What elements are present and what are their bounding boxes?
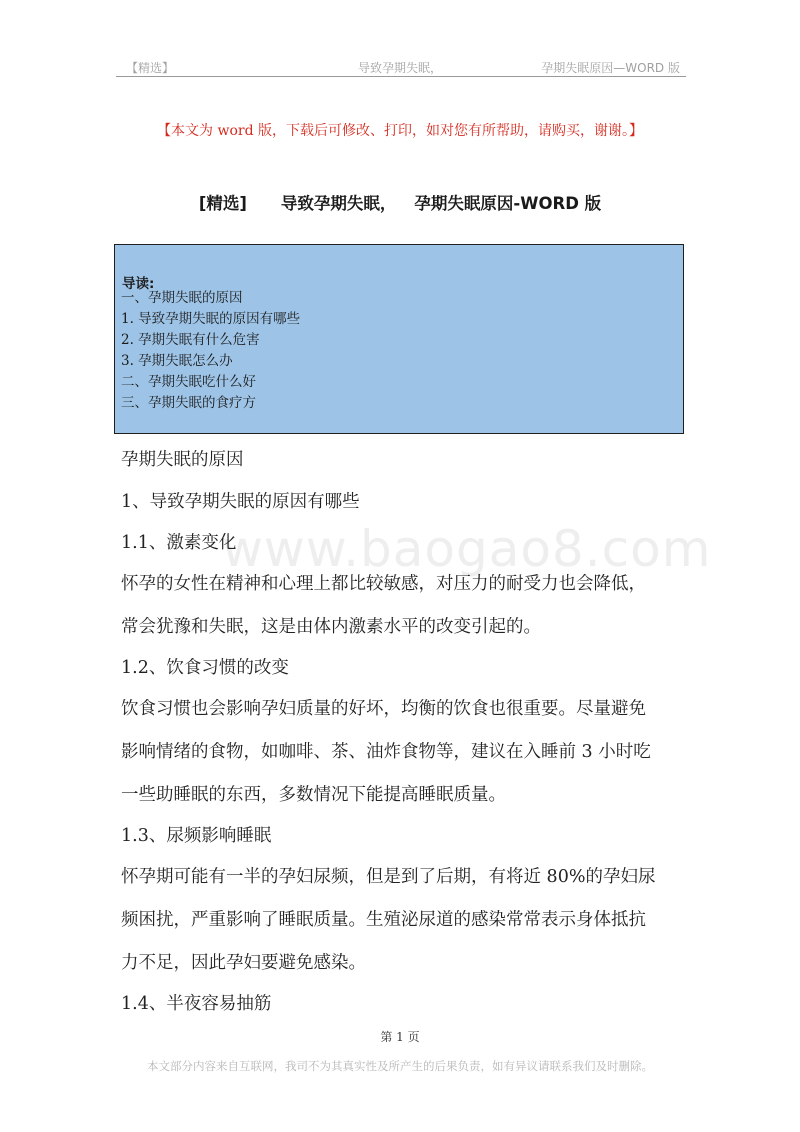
- title-tag: [精选]: [198, 194, 247, 213]
- guide-heading: 导读:: [122, 276, 155, 292]
- subsection-heading: 1.4、半夜容易抽筋: [121, 994, 272, 1014]
- paragraph-line: 怀孕期可能有一半的孕妇尿频，但是到了后期，有将近 80%的孕妇尿: [121, 867, 656, 887]
- watermark: www.baogao8.com: [222, 520, 712, 578]
- guide-item: 3. 孕期失眠怎么办: [121, 353, 233, 369]
- title-main: 导致孕期失眠，: [280, 194, 397, 213]
- footer-disclaimer: 本文部分内容来自互联网，我司不为其真实性及所产生的后果负责，如有异议请联系我们及时删除。: [147, 1059, 653, 1073]
- document-title: [0, 190, 800, 214]
- guide-box: [114, 244, 684, 434]
- paragraph-line: 频困扰，严重影响了睡眠质量。生殖泌尿道的感染常常表示身体抵抗: [121, 910, 646, 930]
- subsection-heading: 1.3、尿频影响睡眠: [121, 826, 272, 846]
- guide-item: 1. 导致孕期失眠的原因有哪些: [121, 311, 301, 327]
- subsection-heading: 1.1、激素变化: [121, 533, 237, 553]
- title-subtitle: 孕期失眠原因-WORD 版: [414, 194, 602, 213]
- header-right-text: 孕期失眠原因—WORD 版: [541, 61, 680, 75]
- guide-item: 一、孕期失眠的原因: [121, 290, 243, 306]
- guide-item: 2. 孕期失眠有什么危害: [121, 332, 260, 348]
- header-middle-text: 导致孕期失眠，: [358, 61, 443, 75]
- guide-item: 二、孕期失眠吃什么好: [121, 374, 256, 390]
- paragraph-line: 饮食习惯也会影响孕妇质量的好坏，均衡的饮食也很重要。尽量避免: [121, 699, 646, 719]
- paragraph-line: 常会犹豫和失眠，这是由体内激素水平的改变引起的。: [121, 617, 541, 637]
- section-heading: 孕期失眠的原因: [121, 450, 244, 470]
- purchase-notice: 【本文为 word 版，下载后可修改、打印，如对您有所帮助，请购买，谢谢。】: [157, 123, 643, 139]
- page-number: 第 1 页: [380, 1030, 420, 1044]
- paragraph-line: 怀孕的女性在精神和心理上都比较敏感，对压力的耐受力也会降低，: [121, 574, 646, 594]
- paragraph-line: 力不足，因此孕妇要避免感染。: [121, 953, 366, 973]
- subsection-heading: 1.2、饮食习惯的改变: [121, 658, 289, 678]
- subsection-heading: 1、导致孕期失眠的原因有哪些: [121, 492, 360, 512]
- page-header: [116, 58, 686, 77]
- paragraph-line: 一些助睡眠的东西，多数情况下能提高睡眠质量。: [121, 785, 506, 805]
- paragraph-line: 影响情绪的食物，如咖啡、茶、油炸食物等，建议在入睡前 3 小时吃: [121, 742, 651, 762]
- header-left-text: 【精选】: [126, 61, 175, 75]
- guide-item: 三、孕期失眠的食疗方: [121, 395, 256, 411]
